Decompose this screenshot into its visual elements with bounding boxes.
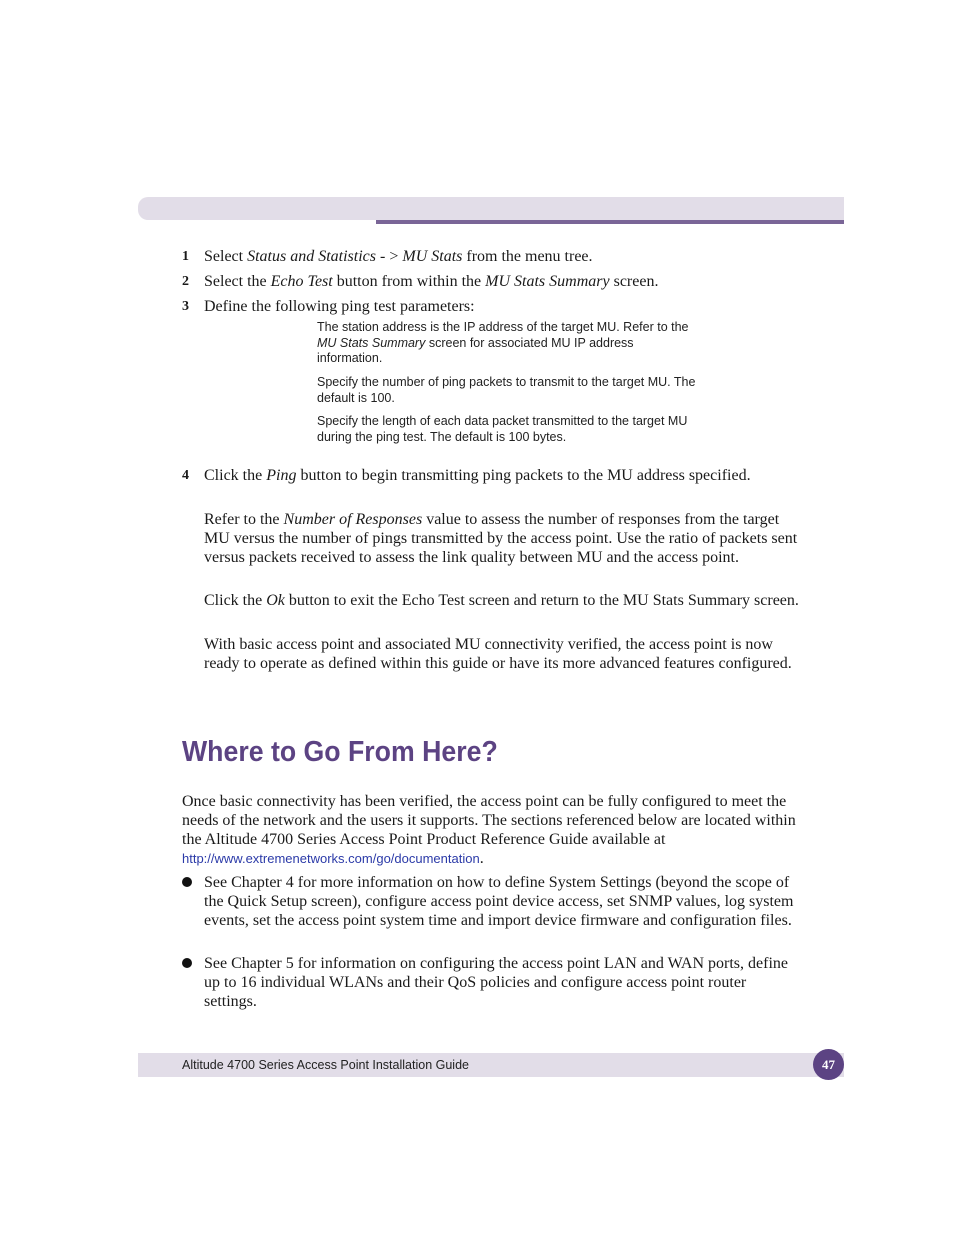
- step-text: button from within the: [332, 273, 486, 290]
- step-text: Click the: [204, 467, 267, 484]
- page-number-badge: 47: [813, 1049, 844, 1080]
- param-emphasis: MU Stats Summary: [317, 335, 426, 350]
- step-text: - >: [376, 248, 403, 265]
- footer-title: Altitude 4700 Series Access Point Installation Guide: [182, 1058, 469, 1072]
- menu-path-status: Status and Statistics: [247, 248, 376, 265]
- bullet-icon: [182, 958, 192, 968]
- step-number: 2: [182, 274, 189, 289]
- param-packet-length: Specify the length of each data packet transmitted to the target MU during the ping test. The default is 100 bytes.: [317, 414, 688, 444]
- para-text: button to exit the Echo Test screen and return to the MU Stats Summary screen.: [284, 592, 799, 609]
- number-of-responses-ref: Number of Responses: [283, 511, 423, 528]
- step-2: [182, 272, 802, 291]
- step-text: Select the: [204, 273, 271, 290]
- ok-button-ref: Ok: [266, 592, 285, 609]
- responses-paragraph: [204, 510, 802, 567]
- ok-paragraph: [204, 591, 802, 610]
- step-1: [182, 247, 802, 266]
- step-text: Define the following ping test parameters:: [204, 298, 475, 315]
- param-number-of-pings: Specify the number of ping packets to transmit to the target MU. The default is 100.: [317, 375, 696, 405]
- para-text: Refer to the: [204, 511, 284, 528]
- param-station-address: [317, 320, 697, 367]
- intro-text: Once basic connectivity has been verified, the access point can be fully configured to meet the needs of the network and the users it supports. The sections referenced below are located within the Altitude 4700 Series Access Point Product Reference Guide available at: [182, 793, 796, 848]
- section-intro: [182, 792, 802, 868]
- step-number: 1: [182, 249, 189, 264]
- documentation-link[interactable]: http://www.extremenetworks.com/go/documentation: [182, 851, 480, 866]
- menu-path-mu-stats: MU Stats: [402, 248, 463, 265]
- param-text: The station address is the IP address of the target MU. Refer to the: [317, 320, 689, 334]
- step-3: [182, 297, 802, 316]
- list-item: [182, 954, 802, 1011]
- step-number: 3: [182, 299, 189, 314]
- para-text: value to assess the number of responses from the target MU versus the number of pings transmitted by the access point. Use the ratio of packets sent versus packets received to assess the link quality between MU and the access point.: [204, 511, 798, 566]
- step-text: from the menu tree.: [462, 248, 593, 265]
- list-item: [182, 873, 802, 930]
- bullet-text: See Chapter 4 for more information on how to define System Settings (beyond the scope of the Quick Setup screen), configure access point device access, set SNMP values, log system events, set the access point system time and import device firmware and configuration files.: [204, 874, 794, 929]
- mu-stats-summary-ref: MU Stats Summary: [485, 273, 610, 290]
- ping-button-ref: Ping: [266, 467, 297, 484]
- step-text: button to begin transmitting ping packets to the MU address specified.: [296, 467, 751, 484]
- step-text: Select: [204, 248, 248, 265]
- param-text: screen for associated MU IP address information.: [317, 335, 634, 365]
- bullet-icon: [182, 877, 192, 887]
- header-rule: [376, 220, 844, 224]
- header-band: [138, 197, 844, 220]
- section-heading: Where to Go From Here?: [182, 736, 498, 768]
- step-number: 4: [182, 468, 189, 483]
- para-text: Click the: [204, 592, 267, 609]
- bullet-text: See Chapter 5 for information on configuring the access point LAN and WAN ports, define up to 16 individual WLANs and their QoS policies and configure access point router settings.: [204, 955, 788, 1010]
- step-text: screen.: [609, 273, 659, 290]
- intro-text: .: [479, 850, 484, 867]
- step-4: [182, 466, 802, 485]
- verified-paragraph: With basic access point and associated MU connectivity verified, the access point is now ready to operate as defined within this guide or have its more advanced features configured.: [204, 636, 792, 672]
- echo-test-ref: Echo Test: [270, 273, 333, 290]
